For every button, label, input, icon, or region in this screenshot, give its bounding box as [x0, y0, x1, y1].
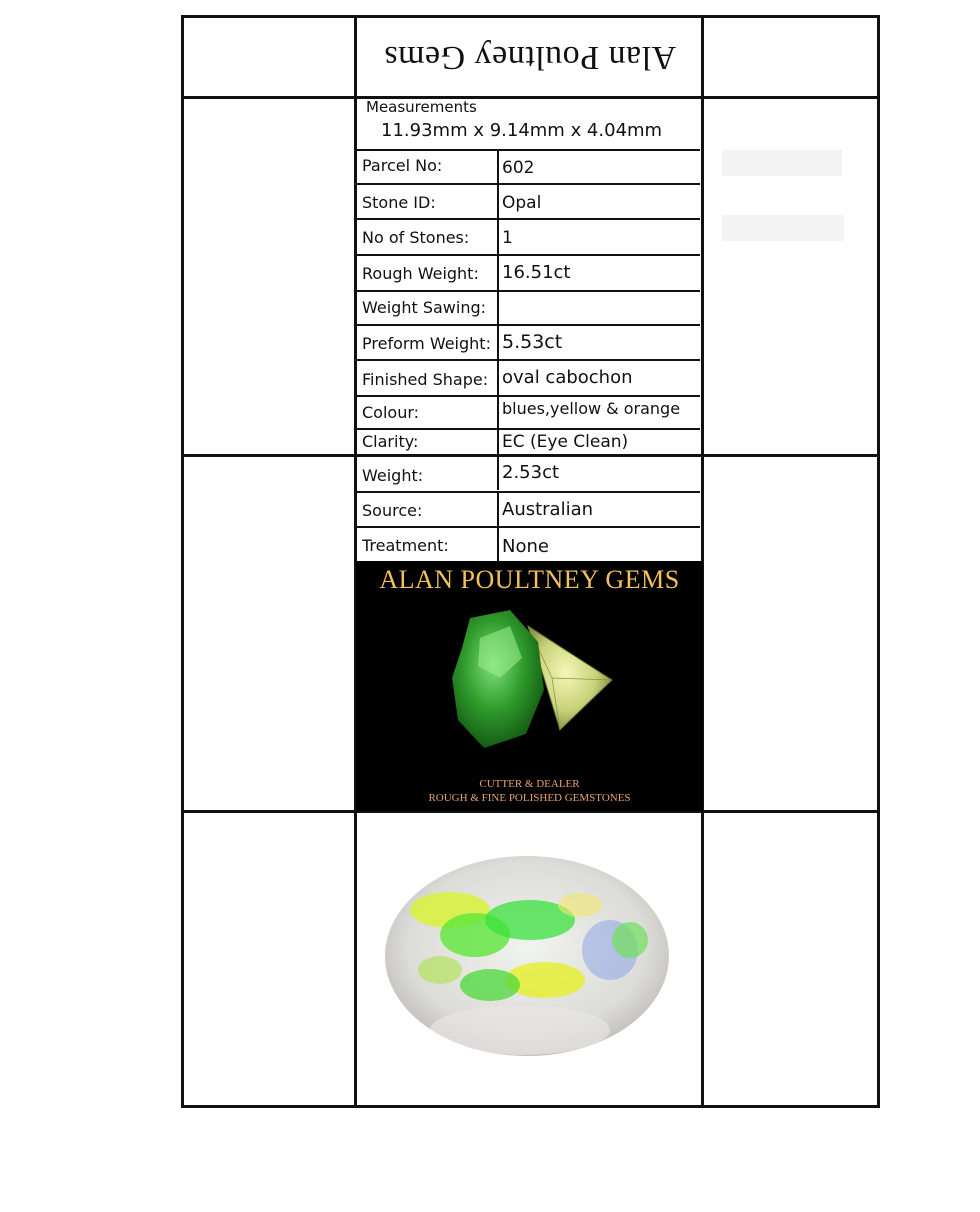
spec-row-weight: [357, 456, 700, 490]
brand-title: Alan Poultney Gems: [383, 39, 677, 76]
opal-stone-image: [380, 850, 675, 1065]
spec-value: 1: [502, 228, 513, 248]
promo-tagline-1: CUTTER & DEALER: [479, 778, 580, 790]
measurements-label: Measurements: [366, 98, 477, 116]
spec-row-finished-shape: [357, 359, 700, 396]
faint-artifact: [722, 215, 844, 241]
spec-row-treatment: [357, 526, 700, 562]
spec-row-source: [357, 491, 700, 527]
spec-label: Source:: [362, 501, 423, 520]
spec-row-clarity: [357, 428, 700, 457]
measurements-value: 11.93mm x 9.14mm x 4.04mm: [381, 120, 663, 141]
spec-label: Treatment:: [362, 536, 449, 555]
spec-label: Parcel No:: [362, 156, 443, 175]
spec-row-parcel: [357, 149, 700, 184]
spec-label: No of Stones:: [362, 228, 470, 247]
spec-value: oval cabochon: [502, 367, 633, 388]
spec-row-stone-id: [357, 183, 700, 219]
spec-row-no-stones: [357, 218, 700, 255]
spec-label: Preform Weight:: [362, 334, 491, 353]
promo-tagline-2: ROUGH & FINE POLISHED GEMSTONES: [428, 792, 631, 804]
spec-label: Stone ID:: [362, 193, 436, 212]
spec-value: 16.51ct: [502, 262, 571, 283]
spec-value: 5.53ct: [502, 331, 563, 353]
spec-row-rough-weight: [357, 254, 700, 291]
spec-value: EC (Eye Clean): [502, 432, 629, 452]
spec-label: Weight Sawing:: [362, 298, 487, 317]
spec-value: blues,yellow & orange: [502, 399, 681, 418]
spec-label: Rough Weight:: [362, 264, 479, 283]
spec-row-weight-sawing: [357, 290, 700, 325]
section-divider-1: [181, 96, 877, 99]
spec-value: Opal: [502, 193, 542, 213]
spec-value: Australian: [502, 499, 594, 520]
promo-title: ALAN POULTNEY GEMS: [379, 565, 680, 594]
spec-row-preform-weight: [357, 324, 700, 360]
spec-label: Weight:: [362, 466, 424, 485]
spec-value: 2.53ct: [502, 462, 560, 483]
gemstone-logo-image: [440, 608, 630, 758]
faint-artifact: [722, 150, 842, 176]
spec-value: 602: [502, 158, 535, 178]
spec-label: Finished Shape:: [362, 370, 489, 389]
spec-label: Clarity:: [362, 432, 419, 451]
spec-value: None: [502, 536, 549, 557]
spec-row-colour: [357, 395, 700, 429]
spec-label: Colour:: [362, 403, 420, 422]
